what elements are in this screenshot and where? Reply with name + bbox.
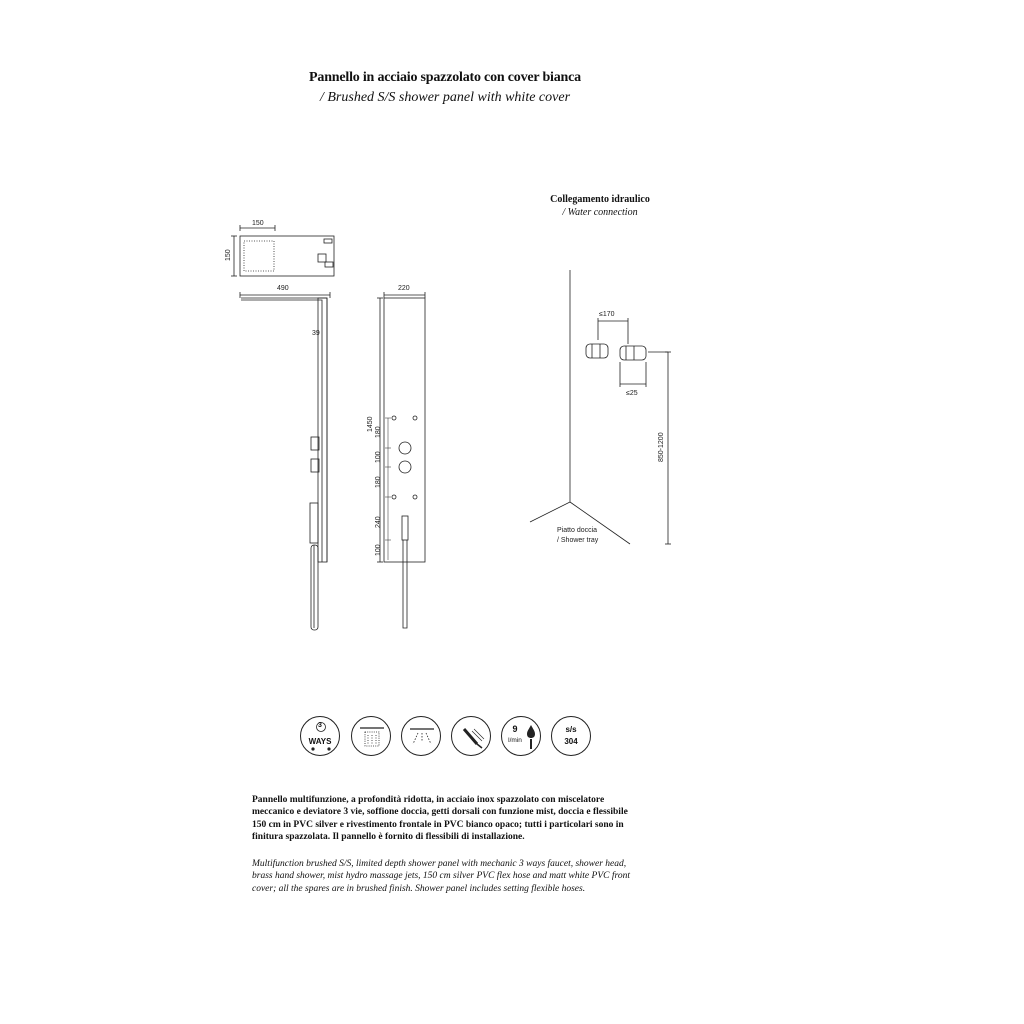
water-connection-subtitle: / Water connection [562,207,638,218]
dim-conn-depth: ≤25 [626,390,638,397]
side-view [240,285,330,630]
mist-jets-icon [401,716,441,756]
dim-side-depth: 490 [277,285,289,292]
ways-number: 3 [318,722,322,729]
water-connection-view [530,270,671,544]
description-english: Multifunction brushed S/S, limited depth shower panel with mechanic 3 ways faucet, shower head, brass hand shower, mist hydro massage jets, 150 cm silver PVC flex hose and matt white PVC front cover; all the spares are in brushed finish. Shower panel includes setting flexible hoses. [252,859,630,894]
flow-unit: l/min [508,737,522,744]
hand-shower-icon [451,716,491,756]
material-bottom: 304 [564,737,578,746]
dim-total-height: 1450 [367,416,374,432]
flow-value: 9 [512,724,518,734]
page-title: Pannello in acciaio spazzolato con cover bianca [309,70,581,85]
description-italian: Pannello multifunzione, a profondità ridotta, in acciaio inox spazzolato con miscelatore meccanico e deviatore 3 vie, soffione doccia, getti dorsali con funzione mist, doccia e flessibile 150 cm in PVC silver e rivestimento frontale in PVC bianco opaco; tutti i particolari sono in finitura spazzolata. Il pannello è fornito di flessibili di installazione. [252,795,628,842]
dim-top-width: 150 [252,220,264,227]
ways-label: WAYS [308,737,332,746]
stainless-steel-icon [551,716,591,756]
dim-front-width: 220 [398,285,410,292]
dim-side-offset: 39 [312,330,320,337]
dim-top-depth: 150 [225,249,232,261]
dim-180-a: 180 [375,426,382,438]
flow-rate-icon [501,716,541,756]
rain-head-icon [351,716,391,756]
water-connection-title: Collegamento idraulico [550,194,650,205]
page-subtitle: / Brushed S/S shower panel with white cover [319,90,571,105]
shower-tray-label-it: Piatto doccia [557,527,598,534]
dim-conn-height: 850-1200 [658,432,665,462]
3-ways-icon [300,716,340,756]
dim-180-b: 180 [375,476,382,488]
shower-tray-label [557,526,598,546]
dim-240: 240 [375,516,382,528]
shower-tray-label-en: / Shower tray [557,537,599,544]
feature-icons [300,716,600,760]
dim-100-b: 100 [375,544,382,556]
dim-100-a: 100 [375,451,382,463]
dim-conn-spacing: ≤170 [599,311,615,318]
material-top: s/s [565,725,577,734]
top-view [225,220,334,276]
front-view [367,285,425,628]
